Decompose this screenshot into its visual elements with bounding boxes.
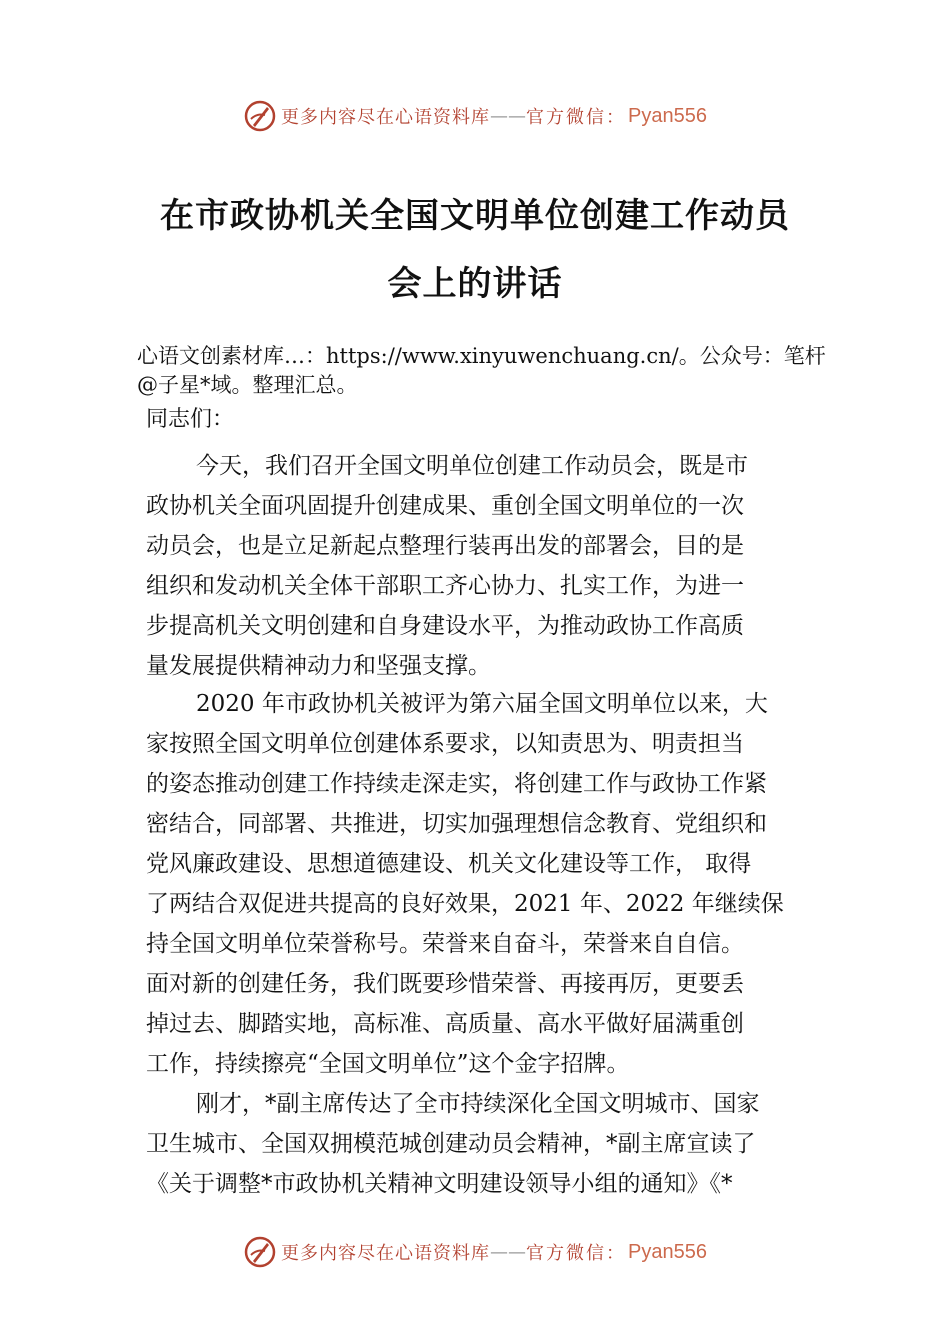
body-line: 密结合，同部署、共推进，切实加强理想信念教育、党组织和 [146, 811, 767, 837]
body-line: 面对新的创建任务，我们既要珍惜荣誉、再接再厉，更要丢 [146, 971, 744, 997]
banner-colon: ： [606, 1243, 625, 1264]
body-line: 家按照全国文明单位创建体系要求，以知责思为、明责担当 [146, 731, 744, 757]
source-note: 心语文创素材库…：https://www.xinyuwenchuang.cn/。公众号：笔杆@子星*域。整理汇总。 [137, 344, 826, 397]
body-line: 工作，持续擦亮“全国文明单位”这个金字招牌。 [146, 1051, 630, 1077]
document-title-line-2: 会上的讲话 [387, 264, 563, 304]
banner-text: 更多内容尽在心语资料库 [281, 107, 491, 128]
banner-wechat-id: Pyan556 [628, 104, 707, 127]
body-line: 了两结合双促进共提高的良好效果，2021 年、2022 年继续保 [146, 891, 784, 917]
body-line: 组织和发动机关全体干部职工齐心协力、扎实工作，为进一 [146, 573, 744, 599]
body-line: 掉过去、脚踏实地，高标准、高质量、高水平做好届满重创 [146, 1011, 744, 1037]
banner-wechat-label: 官方微信 [526, 107, 607, 128]
body-line: 动员会，也是立足新起点整理行装再出发的部署会，目的是 [146, 533, 744, 559]
body-line: 党风廉政建设、思想道德建设、机关文化建设等工作， 取得 [146, 851, 752, 877]
banner-colon: ： [606, 107, 625, 128]
banner-wechat-id: Pyan556 [628, 1240, 707, 1263]
quill-pen-logo-icon [243, 99, 277, 133]
banner-text: 更多内容尽在心语资料库 [281, 1243, 491, 1264]
body-line: 刚才，*副主席传达了全市持续深化全国文明城市、国家 [196, 1091, 760, 1117]
quill-pen-logo-icon [243, 1235, 277, 1269]
document-title-line-1: 在市政协机关全国文明单位创建工作动员 [160, 196, 790, 236]
body-line: 步提高机关文明创建和自身建设水平，为推动政协工作高质 [146, 613, 744, 639]
body-line: 2020 年市政协机关被评为第六届全国文明单位以来，大 [196, 691, 768, 717]
body-line: 政协机关全面巩固提升创建成果、重创全国文明单位的一次 [146, 493, 744, 519]
banner-separator: —— [490, 105, 527, 127]
body-line: 今天，我们召开全国文明单位创建工作动员会，既是市 [196, 453, 748, 479]
body-line: 卫生城市、全国双拥模范城创建动员会精神，*副主席宣读了 [146, 1131, 756, 1157]
body-line: 《关于调整*市政协机关精神文明建设领导小组的通知》《* [146, 1171, 733, 1197]
banner-separator: —— [490, 1241, 527, 1263]
footer-banner [0, 1232, 950, 1272]
body-line: 量发展提供精神动力和坚强支撑。 [146, 653, 491, 679]
banner-wechat-label: 官方微信 [526, 1243, 607, 1264]
body-line: 持全国文明单位荣誉称号。荣誉来自奋斗，荣誉来自自信。 [146, 931, 744, 957]
salutation: 同志们： [146, 407, 235, 432]
header-banner [0, 96, 950, 136]
body-line: 的姿态推动创建工作持续走深走实，将创建工作与政协工作紧 [146, 771, 767, 797]
